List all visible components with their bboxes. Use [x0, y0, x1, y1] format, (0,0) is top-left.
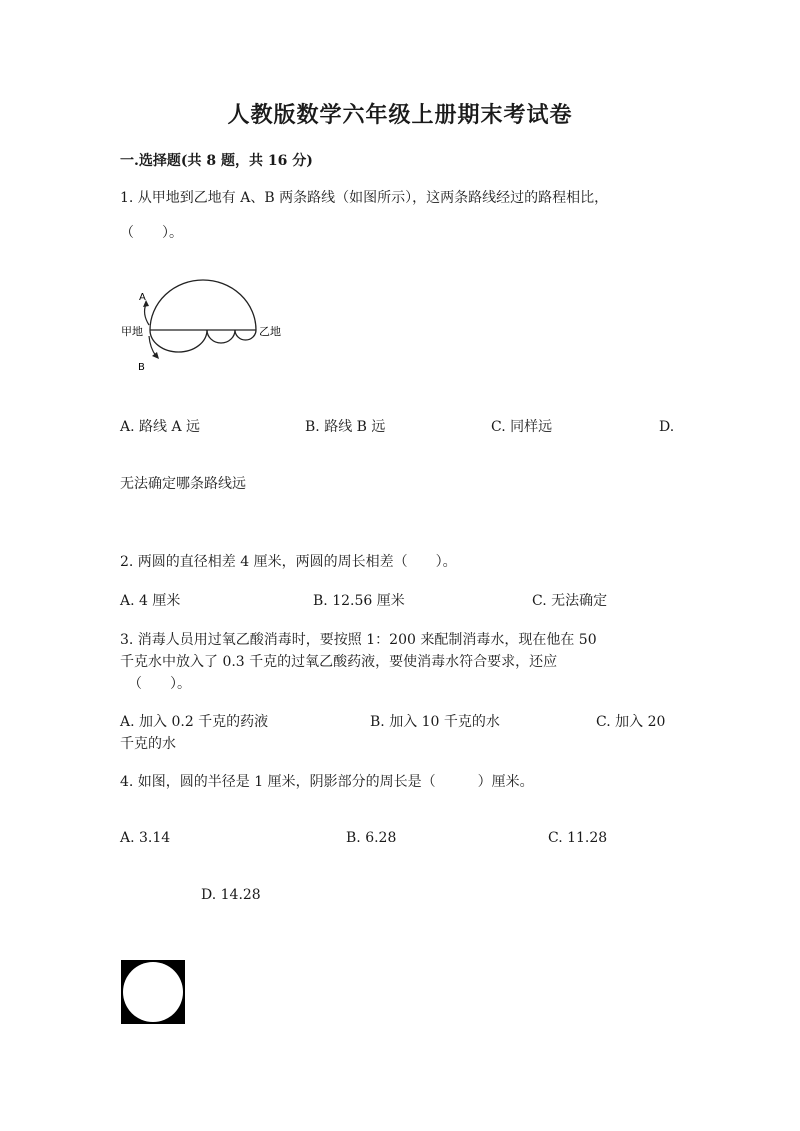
q3-stem-line2: 千克水中放入了 0.3 千克的过氧乙酸药液，要使消毒水符合要求，还应	[120, 654, 558, 670]
route-a-arc	[150, 280, 256, 330]
q1-option-a: A. 路线 A 远	[120, 419, 201, 435]
q2-stem: 2. 两圆的直径相差 4 厘米，两圆的周长相差（ ）。	[120, 554, 457, 570]
q1-option-b: B. 路线 B 远	[305, 419, 386, 435]
route-b-arc-3	[235, 330, 256, 340]
q2-option-a: A. 4 厘米	[120, 593, 181, 609]
q4-option-c: C. 11.28	[548, 830, 608, 846]
q3-option-c: C. 加入 20	[596, 714, 666, 730]
route-b-arc-1	[150, 330, 207, 352]
section-heading: 一.选择题(共 8 题，共 16 分)	[120, 153, 313, 169]
q1-option-d-text: 无法确定哪条路线远	[120, 476, 246, 492]
label-a: A	[139, 292, 146, 303]
arrow-a-icon	[145, 304, 149, 325]
q4-stem: 4. 如图，圆的半径是 1 厘米，阴影部分的周长是（ ）厘米。	[120, 774, 534, 790]
label-start-town: 甲地	[121, 325, 143, 338]
q1-stem-line2: （ ）。	[120, 225, 183, 241]
q3-stem-line1: 3. 消毒人员用过氧乙酸消毒时，要按照 1：200 来配制消毒水，现在他在 50	[120, 632, 597, 648]
q1-option-c: C. 同样远	[491, 419, 553, 435]
q2-option-b: B. 12.56 厘米	[313, 593, 405, 609]
q3-option-a: A. 加入 0.2 千克的药液	[120, 714, 269, 730]
route-b-arc-2	[207, 330, 235, 343]
arrow-b-head-icon	[152, 352, 159, 359]
q1-option-d: D.	[659, 419, 675, 435]
q4-shaded-figure	[121, 960, 185, 1024]
q4-option-b: B. 6.28	[346, 830, 397, 846]
q3-option-c-cont: 千克的水	[120, 736, 176, 752]
q3-stem-line3: （ ）。	[128, 676, 191, 692]
q1-stem-line1: 1. 从甲地到乙地有 A、B 两条路线（如图所示），这两条路线经过的路程相比，	[120, 190, 609, 206]
q4-option-d: D. 14.28	[201, 887, 261, 903]
q3-option-b: B. 加入 10 千克的水	[370, 714, 500, 730]
q2-option-c: C. 无法确定	[532, 593, 608, 609]
inner-circle	[123, 962, 183, 1022]
label-end-town: 乙地	[259, 325, 281, 338]
q1-route-diagram	[118, 276, 288, 376]
label-b: B	[138, 362, 145, 373]
page-title: 人教版数学六年级上册期末考试卷	[227, 102, 573, 128]
q4-option-a: A. 3.14	[120, 830, 171, 846]
